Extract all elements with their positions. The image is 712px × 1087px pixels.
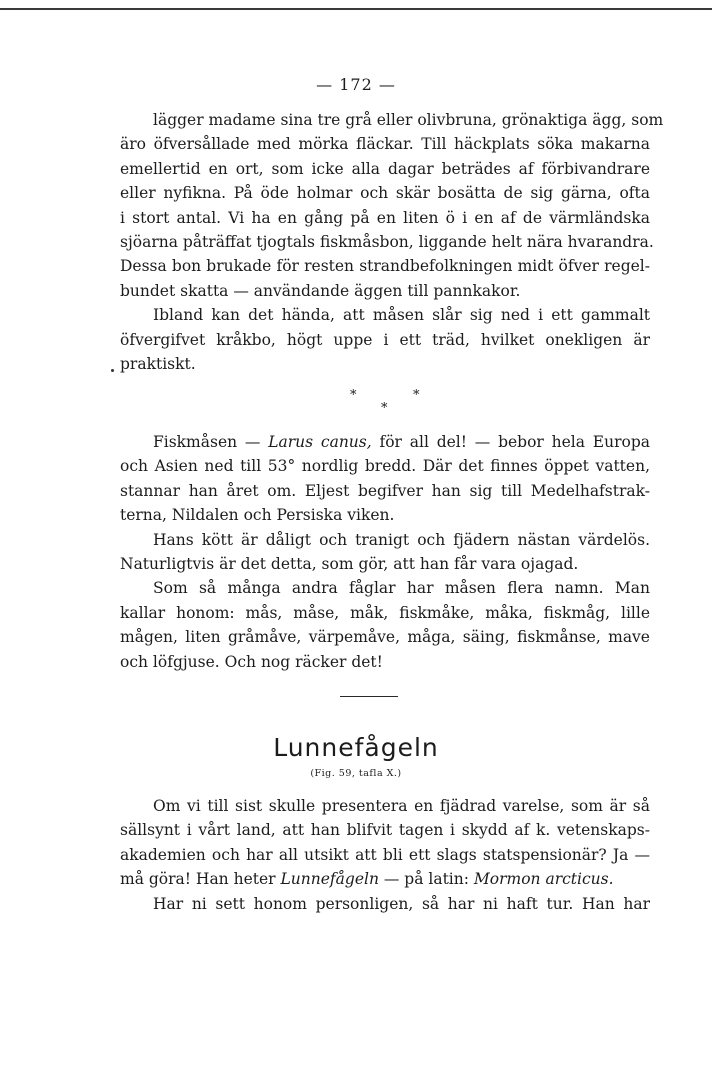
text-line: lägger madame sina tre grå eller olivbruna, grönaktiga ägg, som — [153, 111, 664, 129]
text-line: äro öfversållade med mörka fläckar. Till häckplats söka makarna — [120, 135, 650, 154]
text-line: Har ni sett honom personligen, så har ni haft tur. Han har — [153, 894, 650, 913]
text-line: Dessa bon brukade för resten strandbefolkningen midt öfver regel- — [120, 257, 650, 276]
text-span: — på latin: — [378, 870, 474, 889]
text-line: mågen, liten gråmåve, värpemåve, måga, säing, fiskmånse, mave — [120, 628, 650, 647]
text-block-lunnefageln — [120, 794, 650, 916]
text-span: för all del! — bebor hela Europa — [371, 433, 651, 451]
text-line: Hans kött är dåligt och tranigt och fjädern nästan värdelös. — [153, 530, 650, 549]
text-line: Som så många andra fåglar har måsen flera namn. Man — [153, 579, 650, 598]
text-block-seagull-nesting — [120, 108, 664, 376]
asterisk: * — [350, 388, 357, 403]
text-line: kallar honom: mås, måse, måk, fiskmåke, måka, fiskmåg, lille — [120, 603, 650, 622]
text-line — [120, 430, 650, 454]
figure-reference: (Fig. 59, tafla X.) — [310, 768, 402, 779]
margin-mark — [111, 369, 114, 372]
text-block-fiskmasen — [120, 430, 650, 674]
text-line: Om vi till sist skulle presentera en fjädrad varelse, som är så — [153, 797, 650, 815]
asterisk: * — [381, 401, 388, 416]
text-span: Fiskmåsen — — [153, 433, 269, 451]
text-line: Naturligtvis är det detta, som gör, att han får vara ojagad. — [120, 555, 579, 574]
text-line: bundet skatta — användande äggen till pannkakor. — [120, 281, 521, 300]
text-line: sjöarna påträffat tjogtals fiskmåsbon, liggande helt nära hvarandra. — [120, 233, 654, 252]
text-line: akademien och har all utsikt att bli ett slags statspensionär? Ja — — [120, 845, 650, 864]
text-line: terna, Nildalen och Persiska viken. — [120, 506, 395, 525]
text-span: må göra! Han heter — [120, 870, 281, 889]
text-line: och Asien ned till 53° nordlig bredd. Där det finnes öppet vatten, — [120, 457, 650, 476]
text-line: Ibland kan det hända, att måsen slår sig ned i ett gammalt — [153, 306, 650, 325]
text-line: emellertid en ort, som icke alla dagar beträdes af förbivandrare — [120, 159, 650, 178]
text-line: praktiskt. — [120, 355, 196, 374]
text-line: i stort antal. Vi ha en gång på en liten ö i en af de värmländska — [120, 208, 650, 227]
text-line: eller nyfikna. På öde holmar och skär bosätta de sig gärna, ofta — [120, 184, 650, 203]
top-border-line — [0, 8, 712, 10]
latin-name: Mormon arcticus. — [473, 870, 614, 889]
text-line: sällsynt i vårt land, att han blifvit tagen i skydd af k. vetenskaps- — [120, 821, 650, 840]
text-line: stannar han året om. Eljest begifver han sig till Medelhafstrak- — [120, 481, 650, 500]
section-title: Lunnefågeln — [273, 733, 439, 762]
section-divider — [340, 696, 398, 697]
asterisk: * — [413, 388, 420, 403]
bird-name: Lunnefågeln — [280, 870, 379, 889]
text-line: öfvergifvet kråkbo, högt uppe i ett träd, hvilket onekligen är — [120, 330, 650, 349]
text-line: och löfgjuse. Och nog räcker det! — [120, 652, 383, 671]
section-break-asterisks — [340, 388, 430, 418]
latin-name: Larus canus, — [268, 433, 372, 451]
page-number: — 172 — — [316, 75, 396, 94]
text-line — [120, 867, 650, 891]
